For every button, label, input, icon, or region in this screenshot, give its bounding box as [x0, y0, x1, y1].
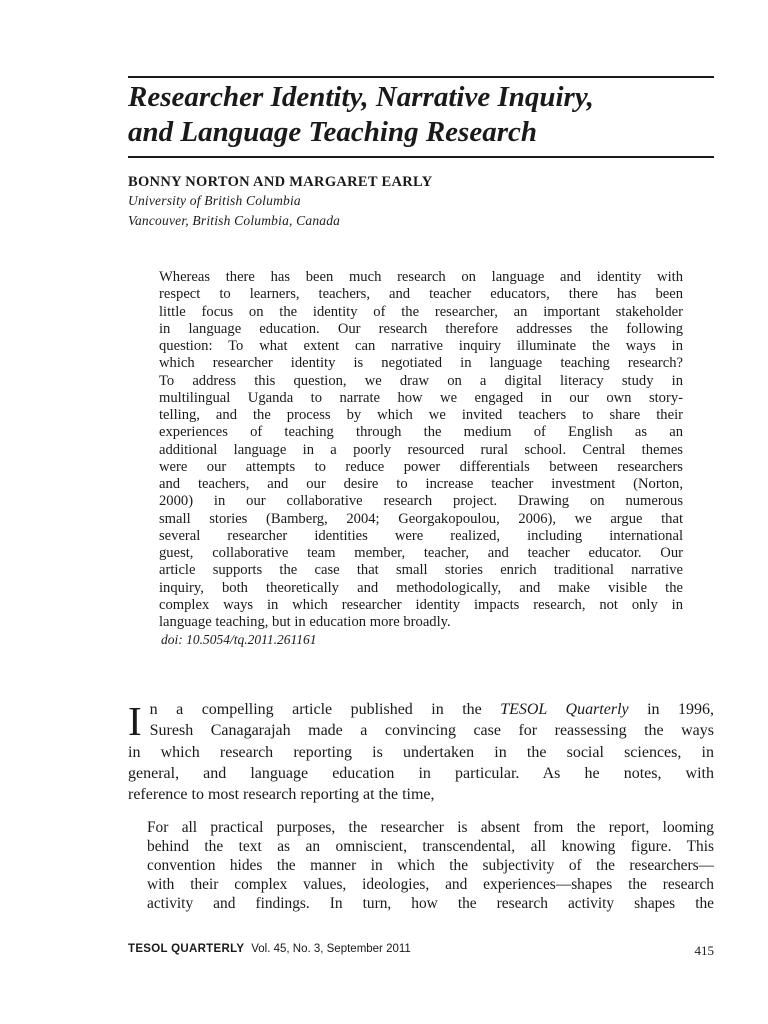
quote-line: with their complex values, ideologies, and experiences—shapes the research	[147, 876, 714, 893]
quote-line: For all practical purposes, the researcher is absent from the report, looming	[147, 819, 714, 836]
footer-issue: Vol. 45, No. 3, September 2011	[251, 943, 411, 955]
doi: doi: 10.5054/tq.2011.261161	[161, 632, 317, 648]
page-number: 415	[694, 943, 714, 958]
body-paragraph	[128, 699, 714, 805]
abstract-line: 2000) in our collaborative research project. Drawing on numerous	[159, 493, 683, 510]
abstract-line: article supports the case that small stories enrich traditional narrative	[159, 562, 683, 579]
affiliation-location: Vancouver, British Columbia, Canada	[128, 213, 341, 228]
abstract-line: were our attempts to reduce power differentials between researchers	[159, 458, 683, 475]
quote-line: activity and findings. In turn, how the research activity shapes the	[147, 895, 714, 912]
abstract-line: which researcher identity is negotiated in language teaching research?	[159, 355, 683, 372]
quote-line: behind the text as an omniscient, transcendental, all knowing figure. This	[147, 838, 714, 855]
abstract-line: question: To what extent can narrative inquiry illuminate the ways in	[159, 338, 683, 354]
body-line-5: reference to most research reporting at the time,	[128, 786, 435, 804]
abstract-line: inquiry, both theoretically and methodologically, and make visible the	[159, 579, 683, 596]
abstract-line: respect to learners, teachers, and teacher educators, there has been	[159, 286, 683, 303]
title-line-1: Researcher Identity, Narrative Inquiry,	[128, 81, 594, 113]
abstract-line: experiences of teaching through the medium of English as an	[159, 424, 683, 441]
abstract-line: additional language in a poorly resourced rural school. Central themes	[159, 441, 683, 458]
quote-line: convention hides the manner in which the subjectivity of the researchers—	[147, 857, 714, 874]
body-line-2: Suresh Canagarajah made a convincing case for reassessing the ways	[149, 722, 714, 740]
drop-cap: I	[128, 698, 142, 744]
block-quote-text	[147, 818, 714, 913]
body-line-3: in which research reporting is undertaken in the social sciences, in	[128, 743, 714, 761]
title-top-rule	[128, 76, 714, 78]
abstract-line: telling, and the process by which we invited teachers to share their	[159, 407, 683, 423]
abstract-line: guest, collaborative team member, teacher, and teacher educator. Our	[159, 545, 683, 561]
body-line-1-text: n a compelling article published in the	[149, 701, 482, 718]
abstract-line: multilingual Uganda to narrate how we engaged in our own story-	[159, 389, 683, 406]
block-quote	[147, 818, 714, 913]
journal-name: TESOL Quarterly	[500, 701, 629, 718]
article-title	[128, 80, 718, 150]
authors: BONNY NORTON AND MARGARET EARLY	[128, 174, 433, 190]
affiliation-university: University of British Columbia	[128, 193, 301, 208]
abstract	[159, 269, 683, 649]
abstract-line: several researcher identities were realized, including international	[159, 527, 683, 544]
footer-journal: TESOL QUARTERLY	[128, 943, 245, 955]
abstract-line: To address this question, we draw on a digital literacy study in	[159, 372, 683, 389]
abstract-line: complex ways in which researcher identity impacts research, not only in	[159, 596, 683, 613]
body-line-4: general, and language education in particular. As he notes, with	[128, 764, 714, 782]
abstract-text	[159, 269, 683, 631]
abstract-line: small stories (Bamberg, 2004; Georgakopoulou, 2006), we argue that	[159, 510, 683, 527]
abstract-line: and teachers, and our desire to increase teacher investment (Norton,	[159, 476, 683, 492]
abstract-line: language teaching, but in education more broadly.	[159, 614, 451, 630]
abstract-line: little focus on the identity of the researcher, an important stakeholder	[159, 303, 683, 320]
page-footer	[128, 943, 714, 959]
title-bottom-rule	[128, 156, 714, 158]
title-line-2: and Language Teaching Research	[128, 116, 537, 148]
body-line-1	[128, 699, 714, 720]
body-line-1-end: in 1996,	[647, 701, 714, 718]
abstract-line: Whereas there has been much research on language and identity with	[159, 269, 683, 285]
abstract-line: in language education. Our research therefore addresses the following	[159, 320, 683, 337]
